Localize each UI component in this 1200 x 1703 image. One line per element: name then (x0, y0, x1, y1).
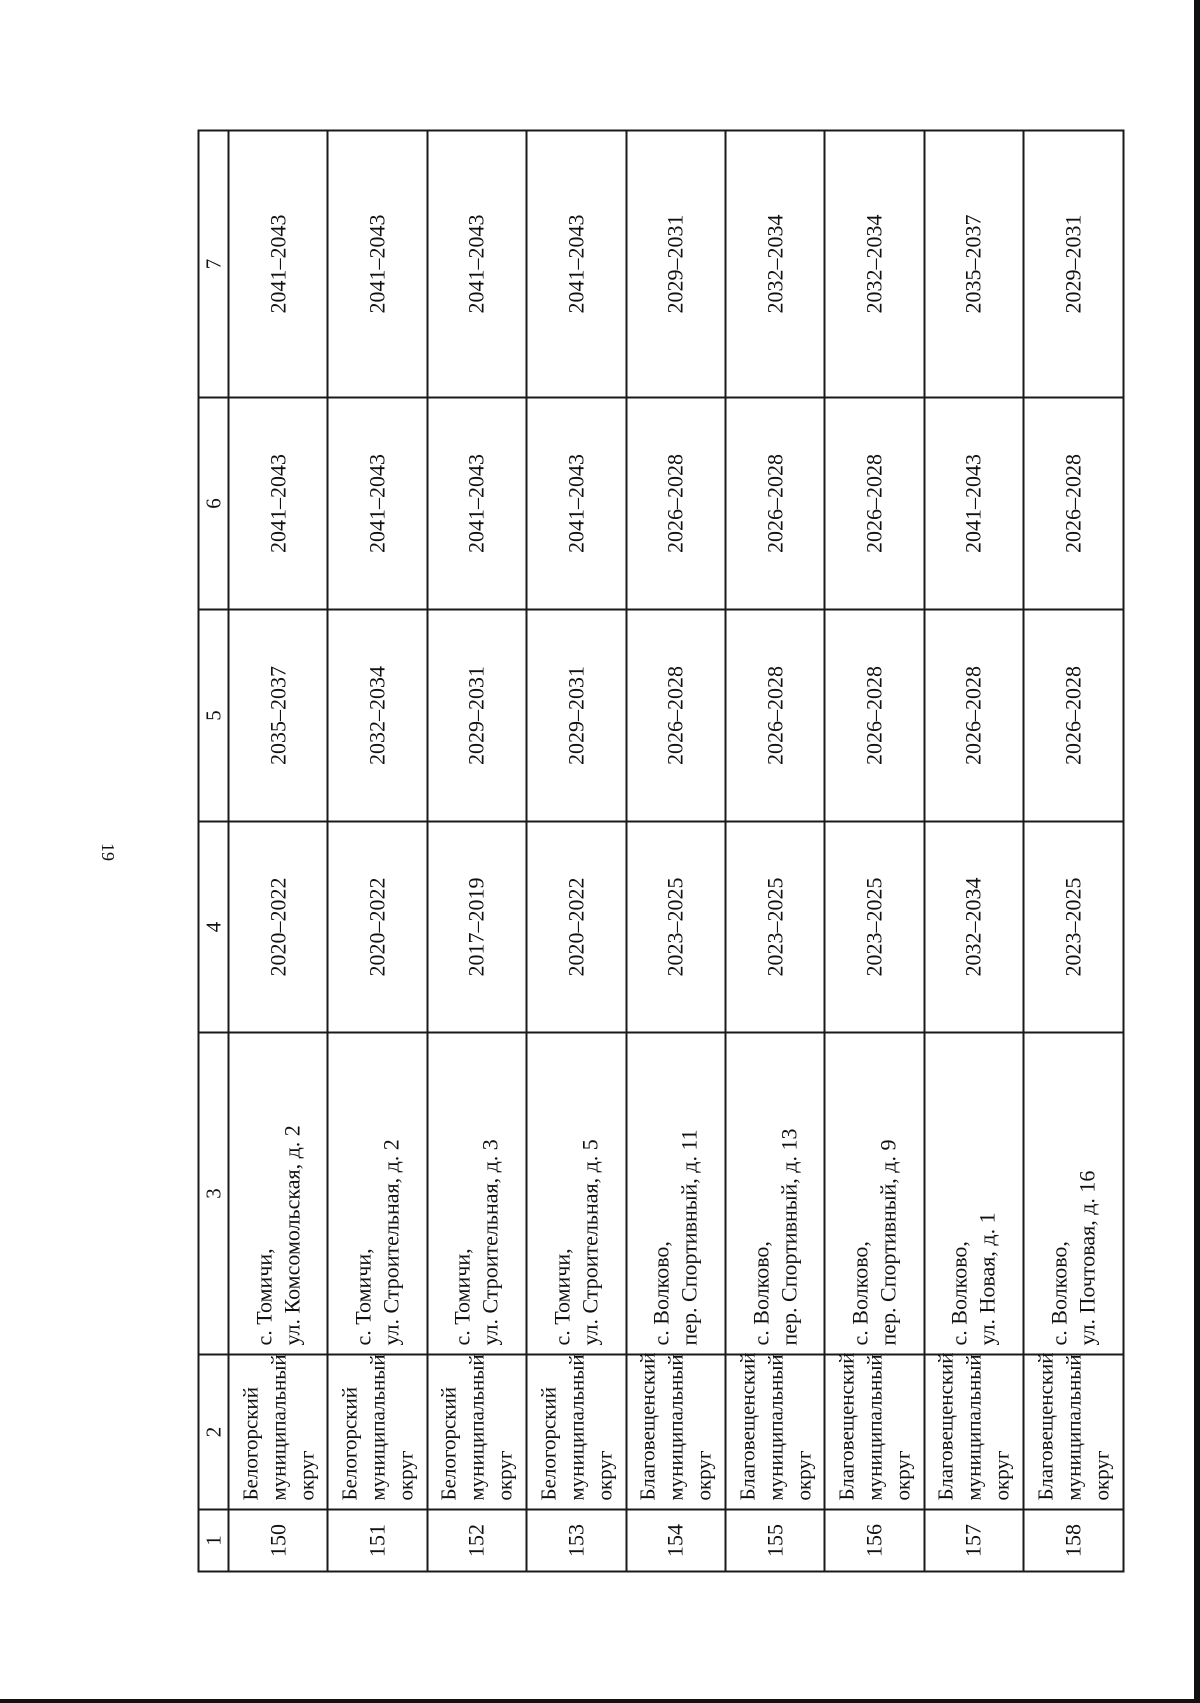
address-cell (824, 1033, 923, 1355)
period-cell-col5: 2026–2028 (1023, 610, 1122, 822)
period-cell-col4: 2032–2034 (924, 822, 1023, 1033)
table-row (1023, 131, 1122, 1572)
period-cell-col5: 2026–2028 (626, 610, 725, 822)
district-cell (526, 1355, 625, 1510)
table-row (526, 131, 625, 1572)
table-body (198, 131, 1123, 1572)
row-number-cell: 157 (924, 1510, 1023, 1572)
address-line: ул. Строительная, д. 5 (576, 1139, 602, 1346)
period-cell-col6: 2041–2043 (924, 398, 1023, 610)
scan-border-bottom (0, 1699, 1200, 1703)
column-header-4: 4 (198, 822, 228, 1033)
scan-border-right (1194, 0, 1200, 1703)
period-cell-col6: 2041–2043 (228, 398, 327, 610)
table-row (824, 131, 923, 1572)
district-line: Белогорский (337, 1387, 362, 1501)
district-line: муниципальный (961, 1354, 986, 1501)
period-cell-col4: 2023–2025 (824, 822, 923, 1033)
period-cell-col5: 2026–2028 (725, 610, 824, 822)
period-cell-col6: 2026–2028 (626, 398, 725, 610)
address-line: пер. Спортивный, д. 13 (775, 1128, 801, 1346)
period-cell-col7: 2041–2043 (228, 131, 327, 398)
row-number-cell: 155 (725, 1510, 824, 1572)
address-cell (526, 1033, 625, 1355)
district-line: округ (293, 1450, 318, 1501)
row-number-cell: 152 (427, 1510, 526, 1572)
period-cell-col7: 2041–2043 (526, 131, 625, 398)
address-cell (228, 1033, 327, 1355)
district-cell (1023, 1352, 1122, 1510)
table-row (427, 131, 526, 1572)
district-cell (327, 1355, 426, 1510)
district-cell (427, 1355, 526, 1510)
address-line: с. Волково, (1045, 1241, 1071, 1346)
address-line: ул. Почтовая, д. 16 (1073, 1170, 1099, 1346)
district-line: Благовещенский (734, 1352, 759, 1501)
district-line: Благовещенский (933, 1352, 958, 1501)
period-cell-col6: 2026–2028 (824, 398, 923, 610)
period-cell-col7: 2041–2043 (327, 131, 426, 398)
address-cell (626, 1033, 725, 1355)
period-cell-col5: 2026–2028 (824, 610, 923, 822)
district-line: Белогорский (535, 1387, 560, 1501)
district-line: округ (492, 1450, 517, 1501)
district-cell (228, 1355, 327, 1510)
district-line: округ (393, 1450, 418, 1501)
district-line: округ (989, 1450, 1014, 1501)
address-cell (427, 1033, 526, 1355)
district-line: муниципальный (762, 1354, 787, 1501)
column-header-5: 5 (198, 610, 228, 822)
row-number-cell: 153 (526, 1510, 625, 1572)
housing-schedule-table (197, 130, 1124, 1573)
column-header-3: 3 (198, 1033, 228, 1355)
address-line: с. Волково, (747, 1241, 773, 1346)
table-row (924, 131, 1023, 1572)
period-cell-col4: 2023–2025 (1023, 822, 1122, 1033)
period-cell-col4: 2023–2025 (725, 822, 824, 1033)
address-line: пер. Спортивный, д. 9 (875, 1139, 901, 1346)
period-cell-col6: 2026–2028 (1023, 398, 1122, 610)
address-line: с. Волково, (648, 1241, 674, 1346)
address-cell (924, 1033, 1023, 1355)
column-number-header-row (198, 131, 228, 1572)
address-line: с. Томичи, (548, 1248, 574, 1346)
row-number-cell: 154 (626, 1510, 725, 1572)
period-cell-col7: 2029–2031 (1023, 131, 1122, 398)
period-cell-col7: 2029–2031 (626, 131, 725, 398)
period-cell-col7: 2032–2034 (725, 131, 824, 398)
address-line: ул. Комсомольская, д. 2 (278, 1125, 304, 1346)
address-line: с. Волково, (946, 1241, 972, 1346)
table-row (327, 131, 426, 1572)
address-line: с. Томичи, (250, 1248, 276, 1346)
period-cell-col6: 2026–2028 (725, 398, 824, 610)
district-line: округ (890, 1450, 915, 1501)
row-number-cell: 158 (1023, 1510, 1122, 1572)
district-line: муниципальный (563, 1354, 588, 1501)
page-number: 19 (98, 843, 118, 861)
district-cell (626, 1352, 725, 1510)
district-line: муниципальный (1060, 1354, 1085, 1501)
district-line: Благовещенский (1032, 1352, 1057, 1501)
district-line: округ (790, 1450, 815, 1501)
column-header-7: 7 (198, 131, 228, 398)
district-line: муниципальный (365, 1354, 390, 1501)
address-line: с. Волково, (847, 1241, 873, 1346)
period-cell-col4: 2020–2022 (526, 822, 625, 1033)
table-row (725, 131, 824, 1572)
table-row (626, 131, 725, 1572)
period-cell-col7: 2032–2034 (824, 131, 923, 398)
period-cell-col6: 2041–2043 (427, 398, 526, 610)
address-cell (725, 1033, 824, 1355)
address-line: пер. Спортивный, д. 11 (676, 1129, 702, 1346)
address-line: с. Томичи, (350, 1248, 376, 1346)
row-number-cell: 151 (327, 1510, 426, 1572)
district-cell (924, 1352, 1023, 1510)
address-cell (327, 1033, 426, 1355)
district-line: муниципальный (663, 1354, 688, 1501)
period-cell-col7: 2035–2037 (924, 131, 1023, 398)
period-cell-col4: 2023–2025 (626, 822, 725, 1033)
period-cell-col5: 2029–2031 (427, 610, 526, 822)
column-header-6: 6 (198, 398, 228, 610)
row-number-cell: 156 (824, 1510, 923, 1572)
row-number-cell: 150 (228, 1510, 327, 1572)
period-cell-col5: 2035–2037 (228, 610, 327, 822)
period-cell-col5: 2029–2031 (526, 610, 625, 822)
column-header-1: 1 (198, 1510, 228, 1572)
district-line: округ (691, 1450, 716, 1501)
address-line: ул. Строительная, д. 3 (477, 1139, 503, 1346)
address-cell (1023, 1033, 1122, 1355)
district-line: Белогорский (436, 1387, 461, 1501)
district-line: Белогорский (237, 1387, 262, 1501)
address-line: с. Томичи, (449, 1248, 475, 1346)
table-container (197, 132, 1122, 1573)
address-line: ул. Новая, д. 1 (974, 1212, 1000, 1346)
district-line: Благовещенский (834, 1352, 859, 1501)
district-line: муниципальный (464, 1354, 489, 1501)
period-cell-col6: 2041–2043 (327, 398, 426, 610)
district-cell (824, 1352, 923, 1510)
period-cell-col4: 2020–2022 (228, 822, 327, 1033)
period-cell-col7: 2041–2043 (427, 131, 526, 398)
district-line: муниципальный (265, 1354, 290, 1501)
period-cell-col5: 2026–2028 (924, 610, 1023, 822)
period-cell-col4: 2017–2019 (427, 822, 526, 1033)
address-line: ул. Строительная, д. 2 (378, 1139, 404, 1346)
column-header-2: 2 (198, 1355, 228, 1510)
district-cell (725, 1352, 824, 1510)
district-line: муниципальный (862, 1354, 887, 1501)
table-row (228, 131, 327, 1572)
period-cell-col5: 2032–2034 (327, 610, 426, 822)
period-cell-col4: 2020–2022 (327, 822, 426, 1033)
district-line: округ (1088, 1450, 1113, 1501)
period-cell-col6: 2041–2043 (526, 398, 625, 610)
district-line: округ (591, 1450, 616, 1501)
district-line: Благовещенский (635, 1352, 660, 1501)
